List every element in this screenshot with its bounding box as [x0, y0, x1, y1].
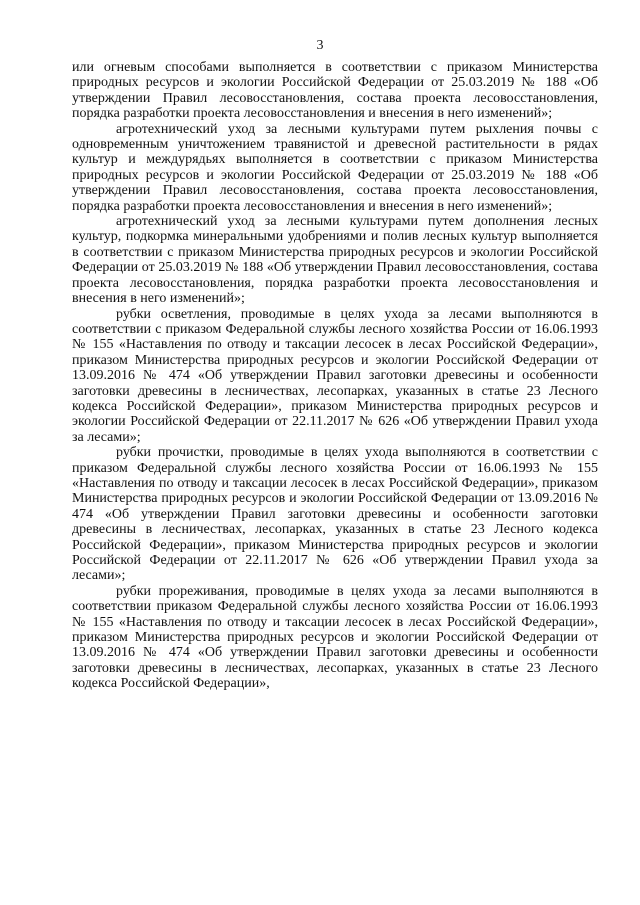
paragraph-continuation: или огневым способами выполняется в соответствии с приказом Министерства природных ресурсов и экологии Российской Федерации от 25.03.2019 № 188 «Об утверждении Правил лесовосстановления, состава проекта лесовосстановления, порядка разработки проекта лесовосстановления и внесения в него изменений»;: [72, 60, 598, 122]
paragraph-thinning-cuts: рубки прореживания, проводимые в целях ухода за лесами выполняются в соответствии приказом Федеральной службы лесного хозяйства России от 16.06.1993 № 155 «Наставления по отводу и таксации лесосек в лесах Российской Федерации», приказом Министерства природных ресурсов и экологии Российской Федерации от 13.09.2016 № 474 «Об утверждении Правил заготовки древесины и особенности заготовки древесины в лесничествах, лесопарках, указанных в статье 23 Лесного кодекса Российской Федерации»,: [72, 583, 598, 692]
paragraph-agrotech-loosening: агротехнический уход за лесными культурами путем рыхления почвы с одновременным уничтожением травянистой и древесной растительности в рядах культур и междурядьях выполняется в соответствии с приказом Министерства природных ресурсов и экологии Российской Федерации от 25.03.2019 № 188 «Об утверждении Правил лесовосстановления, состава проекта лесовосстановления, порядка разработки проекта лесовосстановления и внесения в него изменений»;: [72, 121, 598, 214]
page-number: 3: [316, 38, 324, 53]
paragraph-agrotech-fertilizing: агротехнический уход за лесными культурами путем дополнения лесных культур, подкормка минеральными удобрениями и полив лесных культур выполняется в соответствии с приказом Министерства природных ресурсов и экологии Российской Федерации от 25.03.2019 № 188 «Об утверждении Правил лесовосстановления, состава проекта лесовосстановления, порядка разработки проекта лесовосстановления и внесения в него изменений»;: [72, 214, 598, 307]
paragraph-clearing-cuts: рубки осветления, проводимые в целях ухода за лесами выполняются в соответствии с приказом Федеральной службы лесного хозяйства России от 16.06.1993 № 155 «Наставления по отводу и таксации лесосек в лесах Российской Федерации», приказом Министерства природных ресурсов и экологии Российской Федерации от 13.09.2016 № 474 «Об утверждении Правил заготовки древесины и особенности заготовки древесины в лесничествах, лесопарках, указанных в статье 23 Лесного кодекса Российской Федерации», приказом Министерства природных ресурсов и экологии Российской Федерации от 22.11.2017 № 626 «Об утверждении Правил ухода за лесами»;: [72, 306, 598, 445]
document-body: [72, 60, 598, 692]
paragraph-cleaning-cuts: рубки прочистки, проводимые в целях ухода выполняются в соответствии с приказом Федеральной службы лесного хозяйства России от 16.06.1993 № 155 «Наставления по отводу и таксации лесосек в лесах Российской Федерации», приказом Министерства природных ресурсов и экологии Российской Федерации от 13.09.2016 № 474 «Об утверждении Правил заготовки древесины и особенности заготовки древесины в лесничествах, лесопарках, указанных в статье 23 Лесного кодекса Российской Федерации», приказом Министерства природных ресурсов и экологии Российской Федерации от 22.11.2017 № 626 «Об утверждении Правил ухода за лесами»;: [72, 445, 598, 584]
